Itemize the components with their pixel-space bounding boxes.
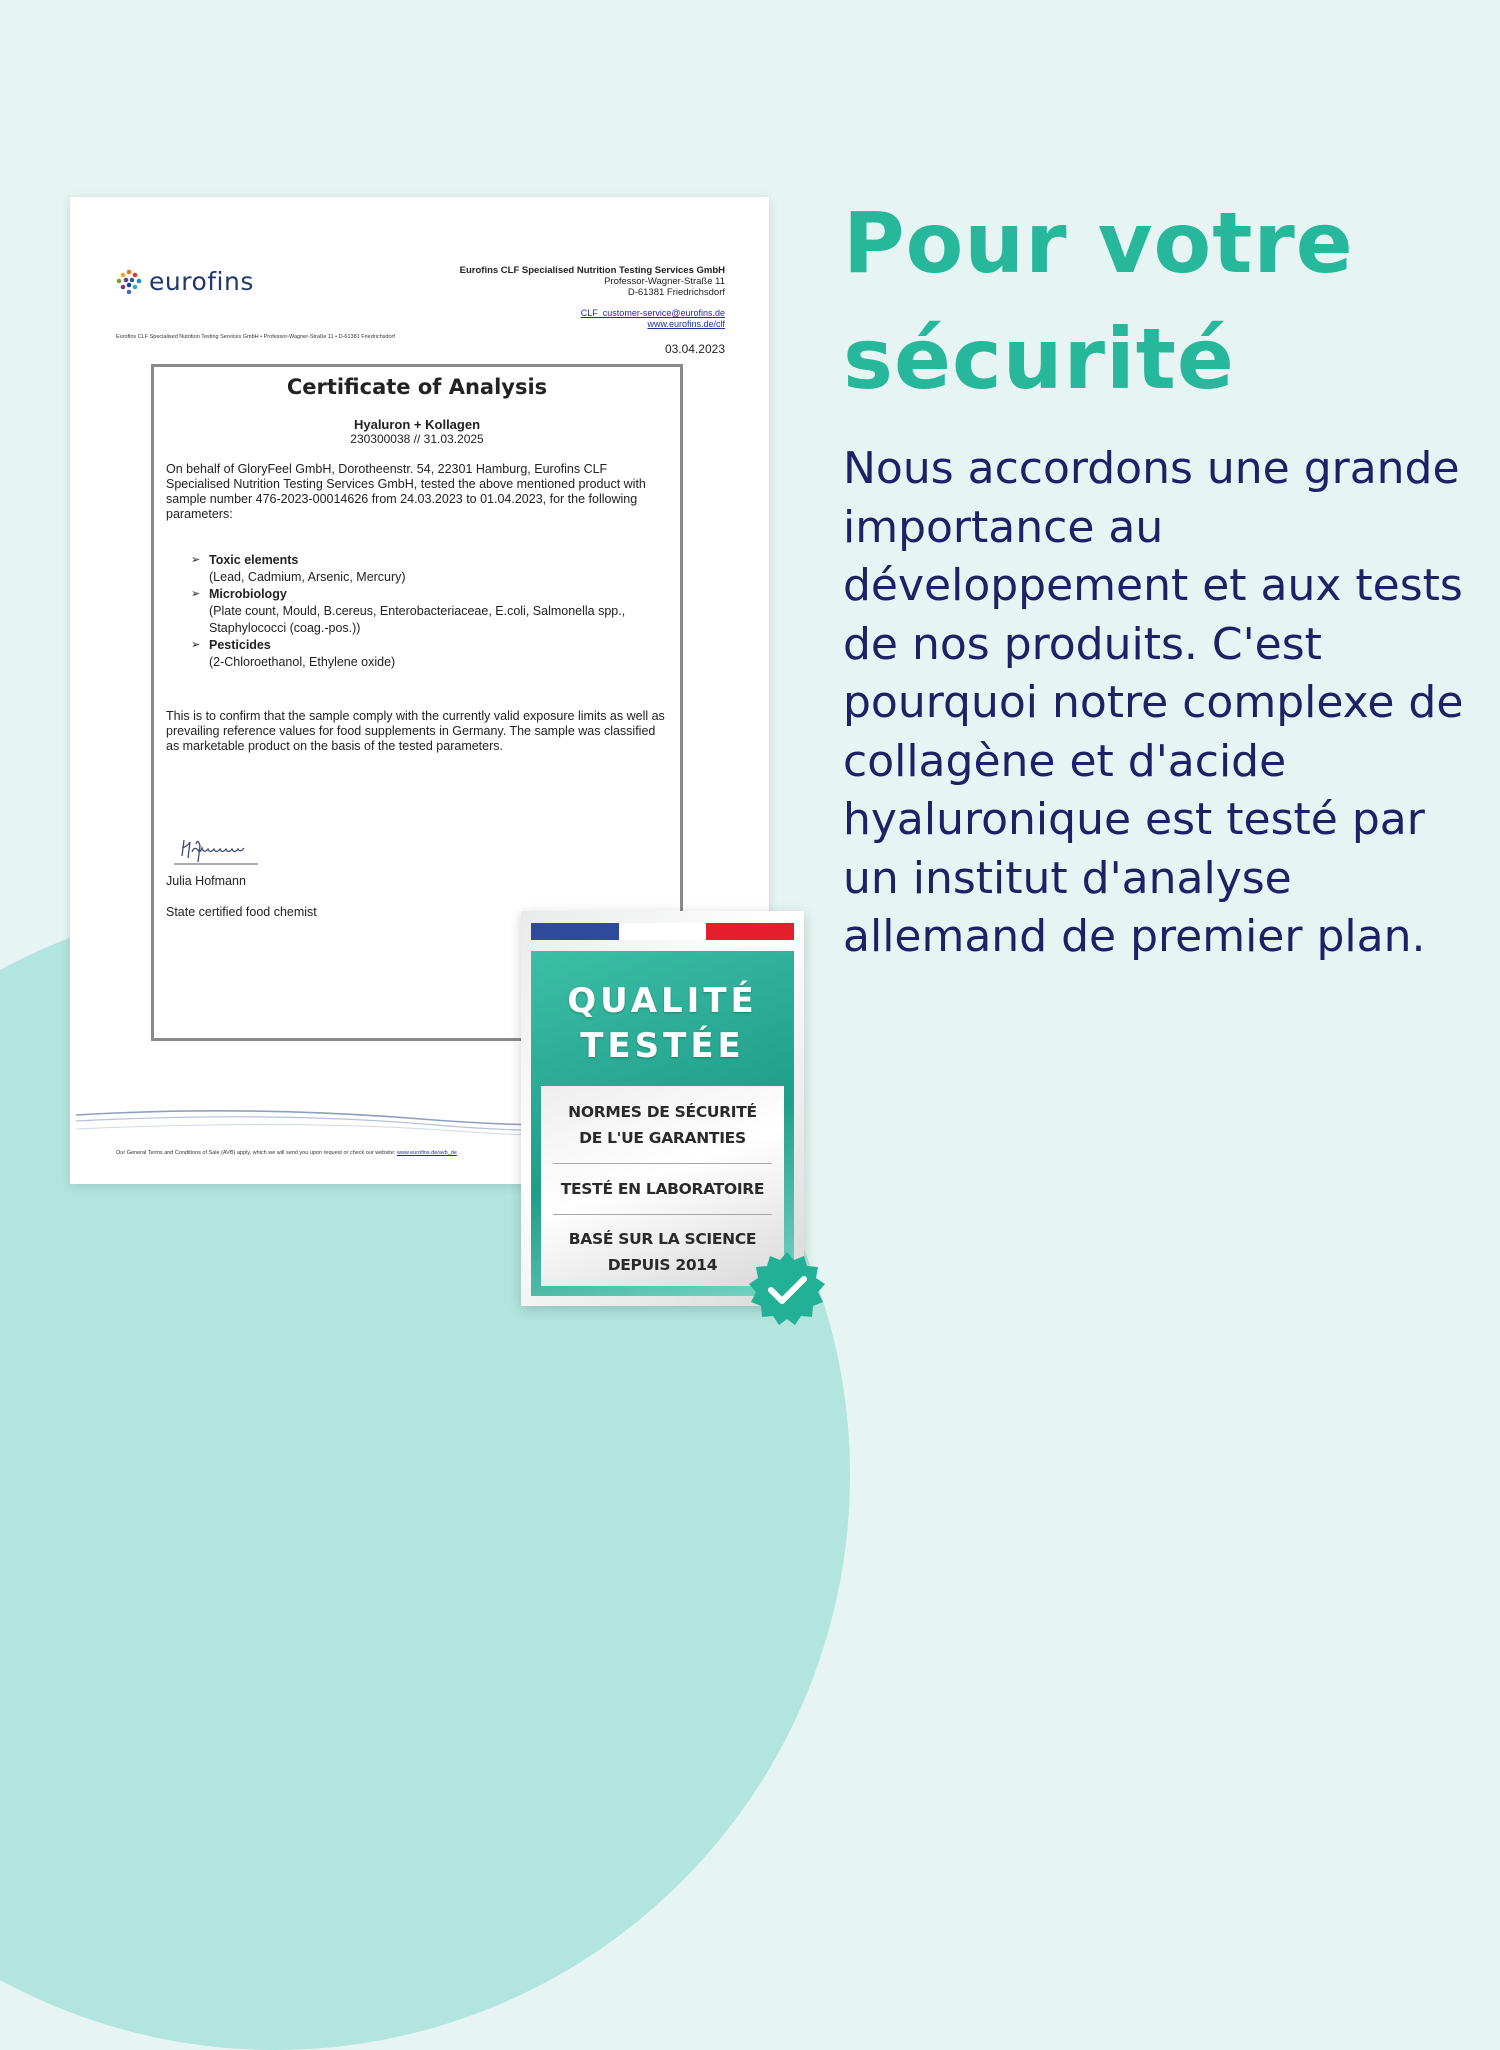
email-link[interactable]: CLF_customer-service@eurofins.de	[580, 308, 725, 318]
website-link[interactable]: www.eurofins.de/clf	[647, 319, 725, 329]
certificate-title: Certificate of Analysis	[286, 375, 548, 399]
badge-title-line-1: QUALITÉ	[567, 981, 758, 1021]
parameter-detail: (2-Chloroethanol, Ethylene oxide)	[209, 655, 396, 669]
badge-item-line: DEPUIS 2014	[607, 1256, 718, 1274]
flag-blue	[531, 923, 619, 940]
badge-item-line: BASÉ SUR LA SCIENCE	[568, 1230, 757, 1248]
badge-title-line-2: TESTÉE	[580, 1026, 745, 1066]
product-number: 230300038 // 31.03.2025	[350, 432, 484, 446]
intro-paragraph: On behalf of GloryFeel GmbH, Dorotheenstr. 54, 22301 Hamburg, Eurofins CLF Specialised Nutrition Testing Services GmbH, tested the above mentioned product with sample number 476-2023-00014626 from 24.03.2023 to 01.04.2023, for the following parameters:	[166, 462, 646, 521]
flag-white	[619, 923, 707, 940]
badge-body	[531, 951, 794, 1296]
parameter-item	[191, 586, 668, 637]
footer-link[interactable]: www.eurofins.de/avb_de	[396, 1150, 457, 1156]
lab-city: D-61381 Friedrichsdorf	[627, 287, 725, 298]
lab-address	[460, 265, 725, 298]
parameter-detail: (Lead, Cadmium, Arsenic, Mercury)	[209, 570, 406, 584]
parameter-name: ➢ Microbiology	[209, 587, 287, 601]
eurofins-dots-icon	[116, 269, 142, 295]
french-flag-stripe	[531, 923, 794, 940]
parameter-name: ➢ Toxic elements	[209, 553, 299, 567]
badge-item-eu-norms	[553, 1086, 772, 1163]
parameter-item	[191, 637, 668, 671]
conclusion-paragraph: This is to confirm that the sample comply with the currently valid exposure limits as well as prevailing reference values for food supplements in Germany. The sample was classified as marketable product on the basis of the tested parameters.	[166, 709, 665, 753]
flag-red	[706, 923, 794, 940]
parameter-item	[191, 552, 668, 586]
certificate-date: 03.04.2023	[664, 342, 725, 356]
parameter-detail: Staphylococci (coag.-pos.))	[209, 621, 361, 635]
lab-contact	[581, 308, 725, 330]
badge-item-lab-tested: TESTÉ EN LABORATOIRE	[553, 1163, 772, 1215]
lab-street: Professor-Wagner-Straße 11	[604, 276, 725, 287]
badge-item-line: NORMES DE SÉCURITÉ	[568, 1103, 757, 1121]
badge-item-line: DE L'UE GARANTIES	[579, 1129, 746, 1147]
badge-item-science	[553, 1215, 772, 1278]
signatory-role: State certified food chemist	[166, 905, 317, 919]
parameter-detail: (Plate count, Mould, B.cereus, Enterobacteriaceae, E.coli, Salmonella spp.,	[209, 604, 626, 618]
parameter-name: ➢ Pesticides	[209, 638, 271, 652]
lab-name: Eurofins CLF Specialised Nutrition Testing Services GmbH	[459, 265, 725, 276]
headline	[843, 185, 1483, 417]
logo-text: eurofins	[149, 267, 254, 296]
sender-line: Eurofins CLF Specialised Nutrition Testing Services GmbH • Professor-Wagner-Straße 11 • D-61381 Friedrichsdorf	[116, 334, 395, 340]
headline-line-1: Pour votre	[843, 194, 1354, 292]
footer-terms	[116, 1150, 457, 1156]
footer-text: Our General Terms and Conditions of Sale (AVB) apply, which we will send you upon request or check our website:	[116, 1150, 396, 1156]
badge-title	[531, 979, 794, 1069]
signature-image	[174, 834, 258, 868]
eurofins-logo	[116, 267, 254, 296]
signatory-name: Julia Hofmann	[166, 874, 246, 888]
headline-line-2: sécurité	[843, 310, 1235, 408]
product-name: Hyaluron + Kollagen	[353, 417, 481, 432]
body-text: Nous accordons une grande importance au développement et aux tests de nos produits. C'est pourquoi notre complexe de collagène et d'acide hyaluronique est testé par un institut d'analyse allemand de premier plan.	[843, 443, 1464, 962]
check-seal-icon	[747, 1250, 827, 1330]
parameter-list	[191, 552, 668, 671]
quality-badge	[521, 911, 804, 1306]
